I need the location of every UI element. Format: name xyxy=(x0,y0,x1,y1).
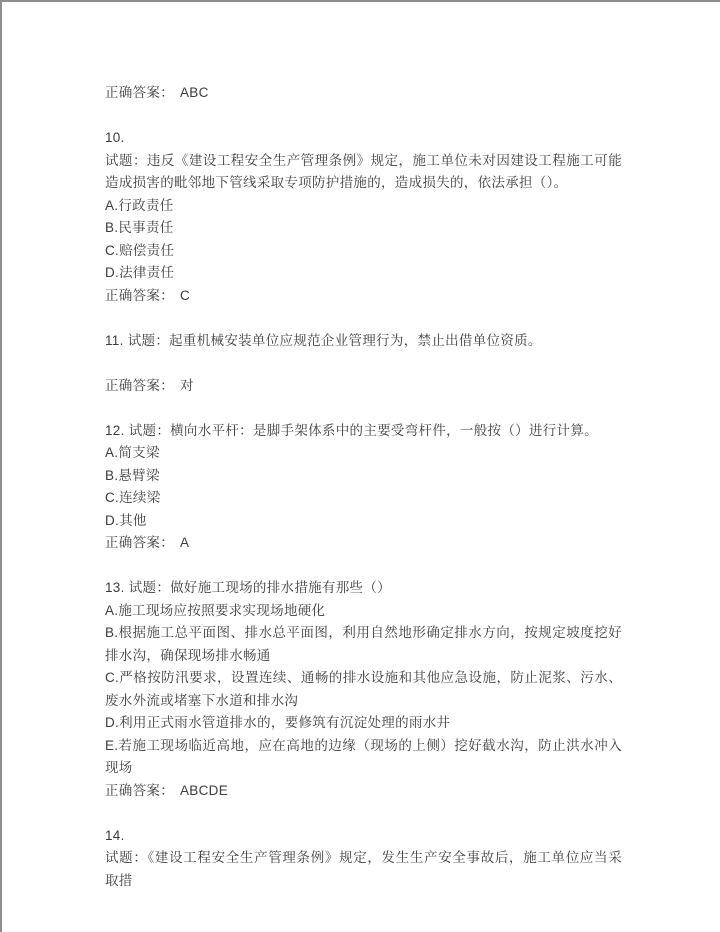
question-text: 13. 试题：做好施工现场的排水措施有那些（） xyxy=(105,580,391,595)
option-line: A.行政责任 xyxy=(105,197,174,213)
answer-line xyxy=(105,532,622,555)
question-block-q9-answer xyxy=(105,82,622,105)
question-block-q14 xyxy=(105,825,622,893)
option-line: E.若施工现场临近高地，应在高地的边缘（现场的上侧）挖好截水沟，防止洪水冲入现场 xyxy=(105,737,622,775)
answer-value: A xyxy=(180,535,190,550)
answer-line xyxy=(105,375,622,398)
answer-line xyxy=(105,780,622,803)
question-number: 14. xyxy=(105,827,125,843)
option-line: B.悬臂梁 xyxy=(105,467,160,483)
answer-line xyxy=(105,82,622,105)
option-line: D.利用正式雨水管道排水的，要修筑有沉淀处理的雨水井 xyxy=(105,715,451,730)
question-block-q13 xyxy=(105,577,622,802)
question-number: 10. xyxy=(105,130,125,145)
question-block-q11 xyxy=(105,330,622,398)
option-line: C.严格按防汛要求，设置连续、通畅的排水设施和其他应急设施，防止泥浆、污水、废水外流或堵塞下水道和排水沟 xyxy=(105,670,622,708)
option-line: A.施工现场应按照要求实现场地硬化 xyxy=(105,602,326,618)
answer-line xyxy=(105,285,622,308)
answer-label: 正确答案： xyxy=(105,85,174,100)
answer-value: C xyxy=(180,287,191,303)
option-line: C.赔偿责任 xyxy=(105,242,175,258)
answer-label: 正确答案： xyxy=(105,287,174,303)
answer-label: 正确答案： xyxy=(105,377,174,393)
question-text: 试题：《建设工程安全生产管理条例》规定，发生生产安全事故后，施工单位应当采取措 xyxy=(105,850,622,888)
option-line: A.简支梁 xyxy=(105,445,160,460)
question-block-q12 xyxy=(105,420,622,555)
option-line: D.其他 xyxy=(105,512,147,528)
question-text: 12. 试题：横向水平杆：是脚手架体系中的主要受弯杆件，一般按（）进行计算。 xyxy=(105,422,598,438)
answer-value: 对 xyxy=(180,377,194,393)
option-line: B.根据施工总平面图、排水总平面图，利用自然地形确定排水方向，按规定坡度挖好排水沟，确保现场排水畅通 xyxy=(105,625,622,663)
question-text: 试题：违反《建设工程安全生产管理条例》规定，施工单位未对因建设工程施工可能造成损害的毗邻地下管线采取专项防护措施的，造成损失的，依法承担（）。 xyxy=(105,152,622,190)
answer-value: ABC xyxy=(180,85,209,100)
answer-label: 正确答案： xyxy=(105,535,174,550)
answer-label: 正确答案： xyxy=(105,782,174,798)
option-line: C.连续梁 xyxy=(105,490,161,505)
option-line: D.法律责任 xyxy=(105,265,175,280)
option-line: B.民事责任 xyxy=(105,220,174,235)
answer-value: ABCDE xyxy=(180,782,229,798)
question-text: 11. 试题：起重机械安装单位应规范企业管理行为，禁止出借单位资质。 xyxy=(105,332,542,348)
question-block-q10 xyxy=(105,127,622,307)
